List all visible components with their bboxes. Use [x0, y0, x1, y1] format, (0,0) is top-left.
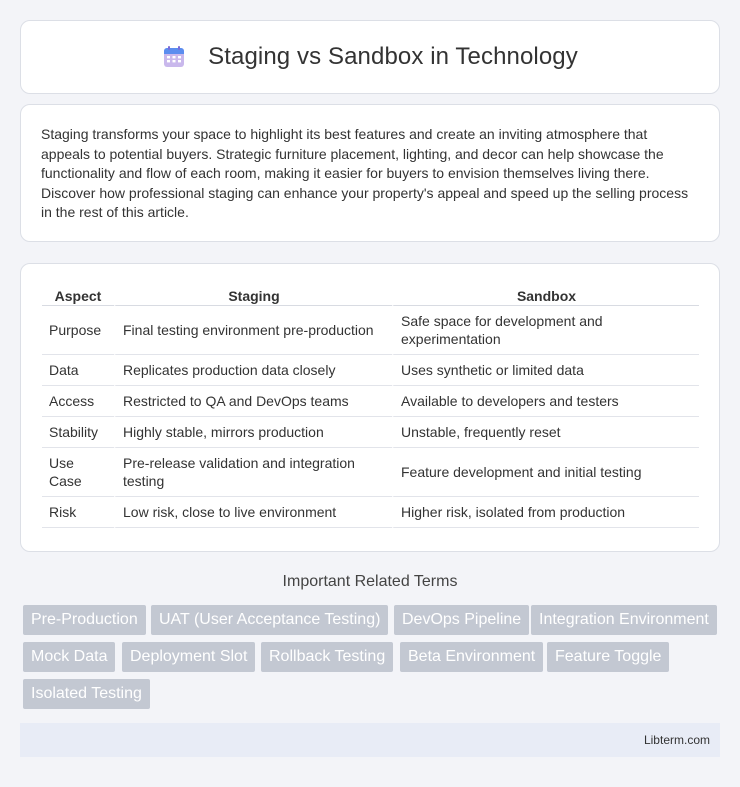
header-card: [20, 20, 720, 94]
tag-isolated-testing[interactable]: Isolated Testing: [23, 679, 150, 709]
footer: [20, 723, 720, 757]
aspect-cell: Use Case: [42, 448, 114, 497]
staging-cell: Highly stable, mirrors production: [114, 417, 392, 448]
header-aspect: Aspect: [42, 286, 114, 306]
table-row: [42, 306, 699, 355]
footer-brand[interactable]: Libterm.com: [643, 733, 710, 747]
staging-cell: Low risk, close to live environment: [114, 497, 392, 528]
related-terms-title: Important Related Terms: [282, 573, 458, 590]
aspect-cell: Data: [42, 355, 114, 386]
tag-feature-toggle[interactable]: Feature Toggle: [547, 642, 669, 672]
aspect-cell: Risk: [42, 497, 114, 528]
sandbox-cell: Feature development and initial testing: [392, 448, 699, 497]
intro-card: [20, 104, 720, 242]
comparison-table-card: [20, 263, 720, 552]
staging-cell: Pre-release validation and integration testing: [114, 448, 392, 497]
tag-beta-environment[interactable]: Beta Environment: [400, 642, 543, 672]
tag-rollback-testing[interactable]: Rollback Testing: [261, 642, 393, 672]
staging-cell: Restricted to QA and DevOps teams: [114, 386, 392, 417]
page-title: Staging vs Sandbox in Technology: [208, 43, 578, 70]
table-row: [42, 386, 699, 417]
aspect-cell: Purpose: [42, 306, 114, 355]
sandbox-cell: Unstable, frequently reset: [392, 417, 699, 448]
tag-integration-environment[interactable]: Integration Environment: [531, 605, 717, 635]
comparison-table: [42, 286, 699, 528]
calendar-icon: [162, 45, 186, 69]
aspect-cell: Access: [42, 386, 114, 417]
staging-cell: Replicates production data closely: [114, 355, 392, 386]
sandbox-cell: Safe space for development and experimentation: [392, 306, 699, 355]
table-row: [42, 497, 699, 528]
sandbox-cell: Uses synthetic or limited data: [392, 355, 699, 386]
table-row: [42, 355, 699, 386]
sandbox-cell: Available to developers and testers: [392, 386, 699, 417]
header-staging: Staging: [114, 286, 392, 306]
aspect-cell: Stability: [42, 417, 114, 448]
table-row: [42, 417, 699, 448]
table-row: [42, 448, 699, 497]
tag-mock-data[interactable]: Mock Data: [23, 642, 115, 672]
tag-devops-pipeline[interactable]: DevOps Pipeline: [394, 605, 529, 635]
staging-cell: Final testing environment pre-production: [114, 306, 392, 355]
sandbox-cell: Higher risk, isolated from production: [392, 497, 699, 528]
tag-uat[interactable]: UAT (User Acceptance Testing): [151, 605, 388, 635]
header-sandbox: Sandbox: [392, 286, 699, 306]
tag-pre-production[interactable]: Pre-Production: [23, 605, 146, 635]
tag-deployment-slot[interactable]: Deployment Slot: [122, 642, 255, 672]
intro-paragraph: Staging transforms your space to highlight its best features and create an inviting atmosphere that appeals to potential buyers. Strategic furniture placement, lighting, and decor can help showcase the functionality and flow of each room, making it easier for buyers to envision themselves living there. Discover how professional staging can enhance your property's appeal and speed up the selling process in the rest of this article.: [41, 126, 689, 221]
